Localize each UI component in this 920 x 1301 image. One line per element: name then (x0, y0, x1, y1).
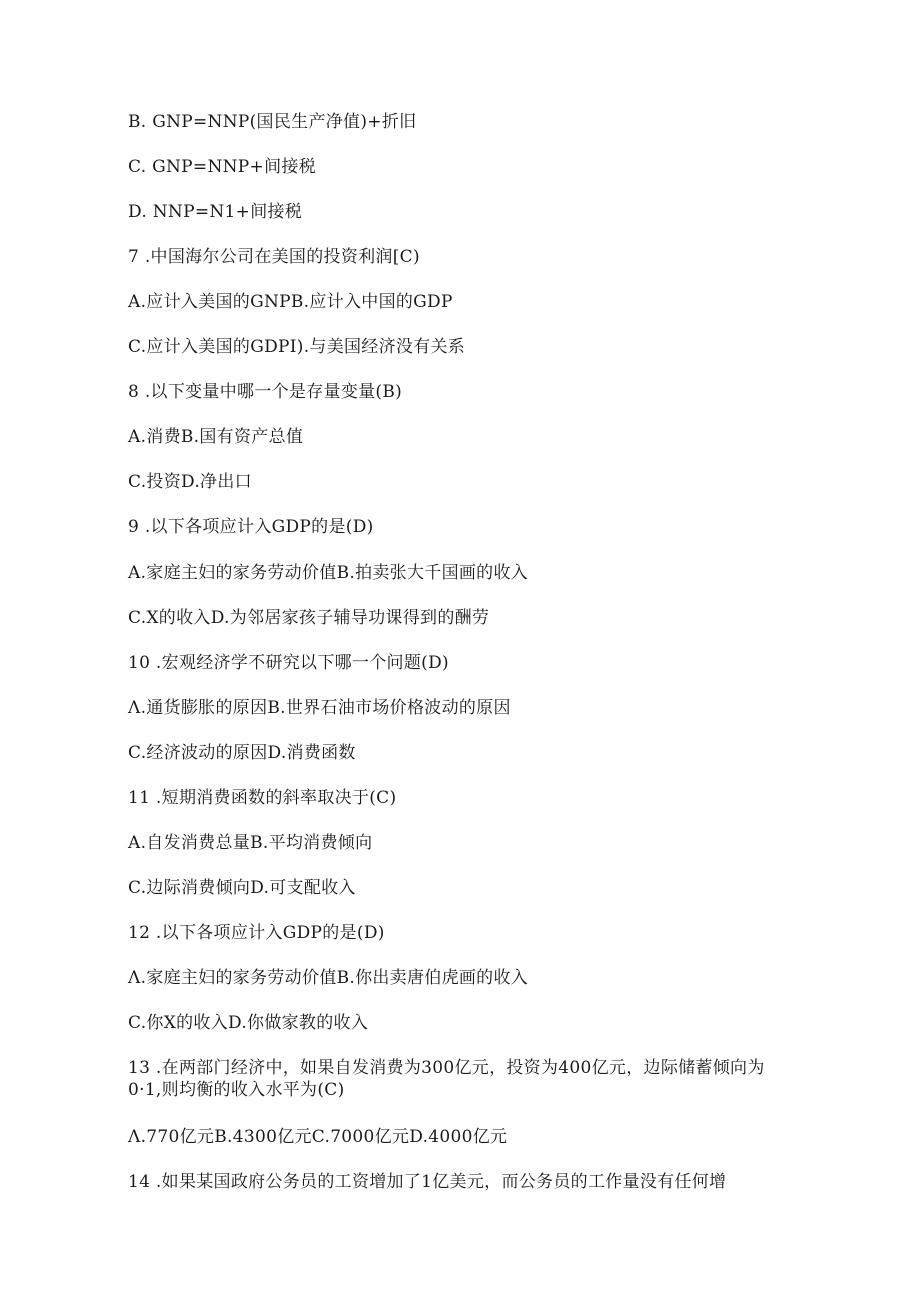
question-11-options-ab: A.自发消费总量B.平均消费倾向 (128, 833, 373, 853)
option-c-gnp-indirect-tax: C. GNP=NNP+间接税 (128, 157, 316, 177)
question-10-options-cd: C.经济波动的原因D.消费函数 (128, 743, 356, 763)
question-7: 7 .中国海尔公司在美国的投资利润[C) (128, 247, 420, 267)
option-b-gnp-depreciation: B. GNP=NNP(国民生产净值)+折旧 (128, 112, 417, 132)
question-9: 9 .以下各项应计入GDP的是(D) (128, 517, 374, 537)
question-8: 8 .以下变量中哪一个是存量变量(B) (128, 382, 403, 402)
question-11-options-cd: C.边际消费倾向D.可支配收入 (128, 878, 356, 898)
question-10-options-ab: Λ.通货膨胀的原因B.世界石油市场价格波动的原因 (128, 698, 511, 718)
option-d-nnp-indirect-tax: D. NNP=N1+间接税 (128, 202, 303, 222)
question-12: 12 .以下各项应计入GDP的是(D) (128, 923, 385, 943)
question-14: 14 .如果某国政府公务员的工资增加了1亿美元，而公务员的工作量没有任何增 (128, 1172, 727, 1192)
question-8-options-ab: A.消费B.国有资产总值 (128, 427, 304, 447)
question-9-options-ab: A.家庭主妇的家务劳动价值B.拍卖张大千国画的收入 (128, 563, 529, 583)
question-10: 10 .宏观经济学不研究以下哪一个问题(D) (128, 653, 449, 673)
question-7-options-ab: A.应计入美国的GNPB.应计入中国的GDP (128, 292, 453, 312)
question-11: 11 .短期消费函数的斜率取决于(C) (128, 788, 397, 808)
question-13-options: Λ.770亿元B.4300亿元C.7000亿元D.4000亿元 (128, 1127, 508, 1147)
question-13: 13 .在两部门经济中，如果自发消费为300亿元，投资为400亿元，边际储蓄倾向为0·1,则均衡的收入水平为(C) (128, 1058, 765, 1100)
question-9-options-cd: C.X的收入D.为邻居家孩子辅导功课得到的酬劳 (128, 608, 490, 628)
question-8-options-cd: C.投资D.净出口 (128, 472, 252, 492)
question-7-options-cd: C.应计入美国的GDPI).与美国经济没有关系 (128, 337, 466, 357)
question-12-options-cd: C.你X的收入D.你做家教的收入 (128, 1013, 369, 1033)
question-12-options-ab: Λ.家庭主妇的家务劳动价值B.你出卖唐伯虎画的收入 (128, 968, 529, 988)
